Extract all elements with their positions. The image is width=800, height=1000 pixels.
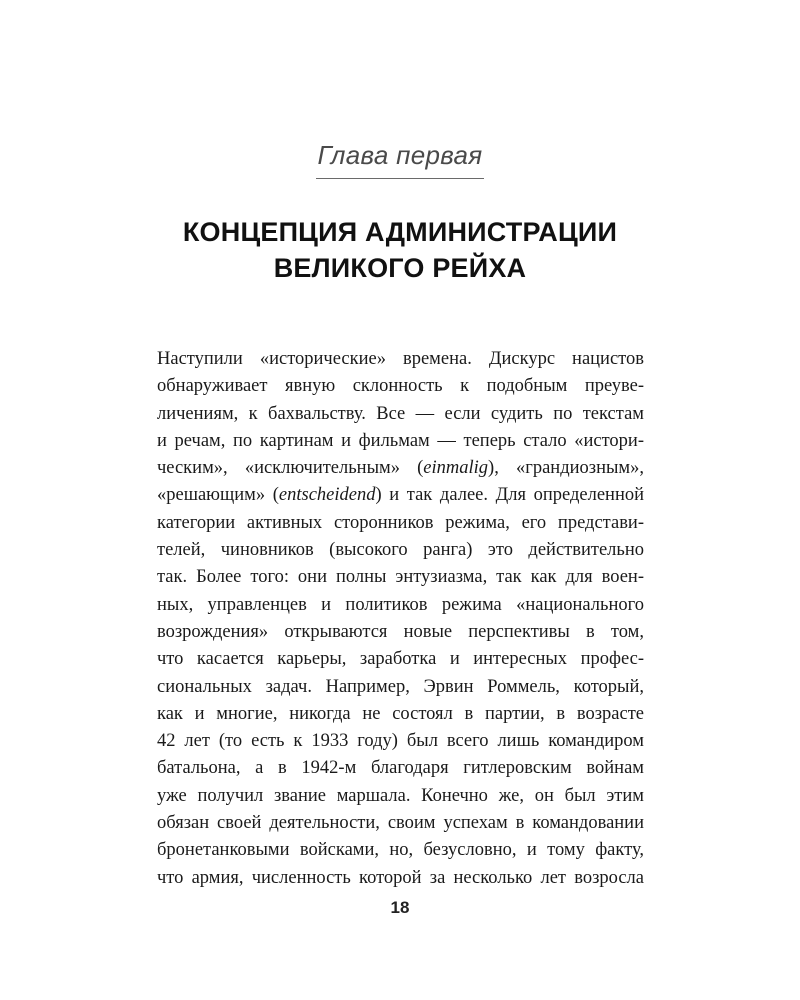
paragraph-line: «решающим» (entscheidend) и так далее. Для определенной [157,485,644,506]
chapter-label [0,140,800,179]
chapter-title-line-1: КОНЦЕПЦИЯ АДМИНИСТРАЦИИ [182,217,618,247]
paragraph-line: и речам, по картинам и фильмам — теперь стало «истори- [157,430,644,451]
paragraph-line: ных, управленцев и политиков режима «национального [157,594,644,615]
paragraph-line: Наступили «исторические» времена. Дискурс нацистов [157,349,644,369]
italic-term: entscheidend [278,485,376,506]
paragraph-line: бронетанковыми войсками, но, безусловно, и тому факту, [157,840,644,861]
paragraph-line: возрождения» открываются новые перспективы в том, [157,621,644,642]
paragraph-line: обнаруживает явную склонность к подобным преуве- [157,376,644,397]
chapter-label-text: Глава первая [316,140,485,179]
page-number: 18 [390,898,410,917]
italic-term: einmalig [423,458,489,479]
paragraph-line: сиональных задач. Например, Эрвин Роммель, который, [157,676,644,697]
paragraph-line: обязан своей деятельности, своим успехам в командовании [157,813,644,834]
paragraph-line: что армия, численность которой за несколько лет возросла [157,867,644,888]
chapter-title-line-2: ВЕЛИКОГО РЕЙХА [273,253,527,283]
paragraph-line: так. Более того: они полны энтузиазма, так как для воен- [157,567,644,588]
paragraph-line: категории активных сторонников режима, его представи- [157,512,644,533]
chapter-title [0,214,800,286]
paragraph-line: ческим», «исключительным» (einmalig), «грандиозным», [157,458,644,479]
paragraph-line: батальона, а в 1942-м благодаря гитлеровским войнам [157,758,644,779]
paragraph-line: телей, чиновников (высокого ранга) это действительно [157,540,644,561]
paragraph-line: как и многие, никогда не состоял в партии, в возрасте [157,703,644,724]
paragraph-line: личениям, к бахвальству. Все — если судить по текстам [157,403,644,424]
body-text [157,346,644,892]
paragraph-line: 42 лет (то есть к 1933 году) был всего лишь командиром [157,731,644,752]
paragraph-line: что касается карьеры, заработка и интересных профес- [157,649,644,670]
paragraph-line: уже получил звание маршала. Конечно же, он был этим [157,785,644,806]
